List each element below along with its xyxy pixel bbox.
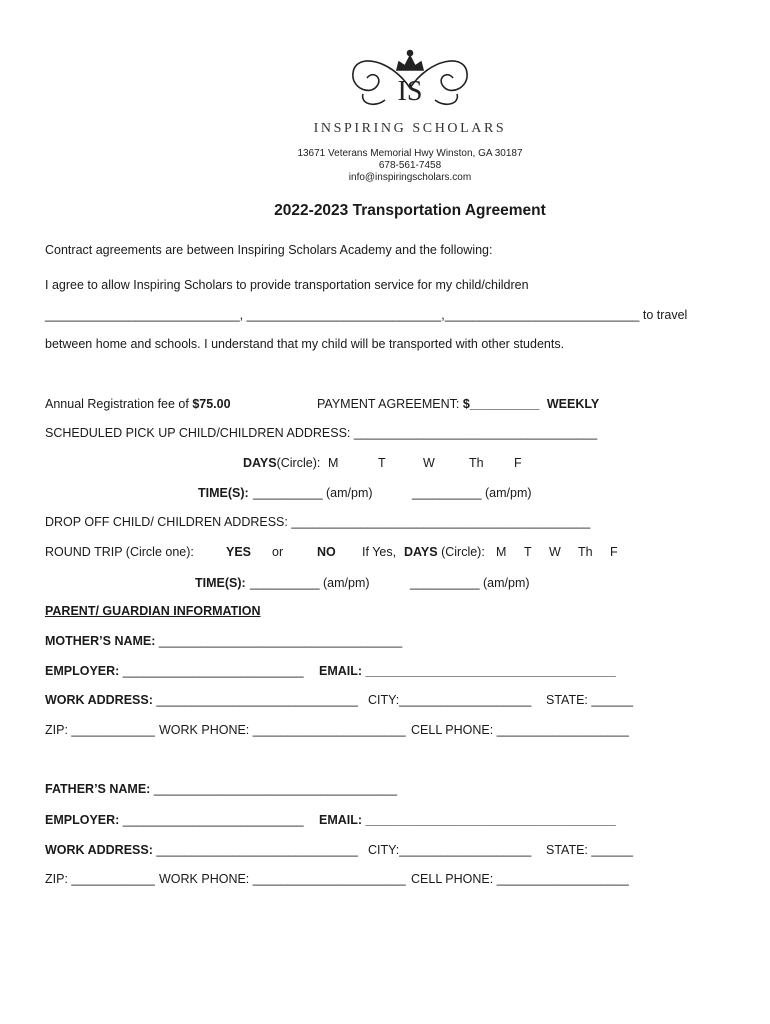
round-trip-if-yes: If Yes, — [362, 545, 397, 559]
pickup-days-circle-note: (Circle): — [276, 456, 321, 470]
mother-state-field[interactable]: ______ — [591, 693, 634, 707]
mother-cell-phone-field[interactable]: ___________________ — [496, 723, 629, 737]
father-email-row — [319, 813, 616, 827]
dropoff-day-th[interactable]: Th — [578, 545, 593, 559]
mother-state-row — [546, 693, 633, 707]
father-zip-field[interactable]: ____________ — [71, 872, 155, 886]
father-name-label: FATHER’S NAME: — [45, 782, 151, 796]
mother-email-field[interactable]: ____________________________________ — [365, 664, 616, 678]
father-state-label: STATE: — [546, 843, 588, 857]
dropoff-days-label — [404, 545, 485, 559]
father-zip-label: ZIP: — [45, 872, 68, 886]
mother-name-row — [45, 634, 402, 648]
father-work-address-label: WORK ADDRESS: — [45, 843, 153, 857]
mother-work-phone-field[interactable]: ______________________ — [252, 723, 406, 737]
mother-work-address-label: WORK ADDRESS: — [45, 693, 153, 707]
dropoff-time-1-field[interactable]: __________ (am/pm) — [250, 576, 370, 590]
father-city-field[interactable]: ___________________ — [399, 843, 532, 857]
mother-employer-label: EMPLOYER: — [45, 664, 120, 678]
father-employer-label: EMPLOYER: — [45, 813, 120, 827]
father-city-label: CITY: — [368, 843, 400, 857]
father-cell-phone-label: CELL PHONE: — [411, 872, 494, 886]
mother-cell-phone-row — [411, 723, 629, 737]
mother-email-label: EMAIL: — [319, 664, 363, 678]
father-name-row — [45, 782, 397, 796]
father-cell-phone-row — [411, 872, 629, 886]
mother-employer-field[interactable]: __________________________ — [122, 664, 304, 678]
pickup-times-label: TIME(S): — [198, 486, 249, 500]
mother-work-phone-label: WORK PHONE: — [159, 723, 250, 737]
pickup-day-f[interactable]: F — [514, 456, 522, 470]
father-zip-row — [45, 872, 155, 886]
mother-state-label: STATE: — [546, 693, 588, 707]
mother-zip-row — [45, 723, 155, 737]
father-employer-field[interactable]: __________________________ — [122, 813, 304, 827]
pickup-days-label — [243, 456, 320, 470]
intro-line-2: I agree to allow Inspiring Scholars to provide transportation service for my child/children — [45, 278, 529, 292]
father-email-label: EMAIL: — [319, 813, 363, 827]
dropoff-times-label: TIME(S): — [195, 576, 246, 590]
father-city-row — [368, 843, 531, 857]
pickup-days-heading: DAYS — [243, 456, 277, 470]
round-trip-no[interactable]: NO — [317, 545, 336, 559]
dropoff-day-t[interactable]: T — [524, 545, 532, 559]
pickup-address-field[interactable]: SCHEDULED PICK UP CHILD/CHILDREN ADDRESS: ___________________________________ — [45, 426, 598, 440]
pickup-day-th[interactable]: Th — [469, 456, 484, 470]
round-trip-label: ROUND TRIP (Circle one): — [45, 545, 194, 559]
org-address: 13671 Veterans Memorial Hwy Winston, GA 30187 — [297, 148, 523, 159]
mother-zip-label: ZIP: — [45, 723, 68, 737]
registration-fee-amount: $75.00 — [192, 397, 231, 411]
pickup-time-1-field[interactable]: __________ (am/pm) — [253, 486, 373, 500]
dropoff-day-m[interactable]: M — [496, 545, 507, 559]
mother-zip-field[interactable]: ____________ — [71, 723, 155, 737]
payment-agreement-label: PAYMENT AGREEMENT: — [317, 397, 463, 411]
father-work-phone-label: WORK PHONE: — [159, 872, 250, 886]
father-work-phone-field[interactable]: ______________________ — [252, 872, 406, 886]
dropoff-time-2-field[interactable]: __________ (am/pm) — [410, 576, 530, 590]
mother-work-phone-row — [159, 723, 406, 737]
pickup-day-w[interactable]: W — [423, 456, 435, 470]
mother-city-field[interactable]: ___________________ — [399, 693, 532, 707]
pickup-day-t[interactable]: T — [378, 456, 386, 470]
dropoff-day-f[interactable]: F — [610, 545, 618, 559]
payment-agreement — [317, 397, 599, 411]
mother-employer-row — [45, 664, 304, 678]
dropoff-address-field[interactable]: DROP OFF CHILD/ CHILDREN ADDRESS: ___________________________________________ — [45, 515, 591, 529]
child-names-blank[interactable]: ____________________________, ____________________________,____________________________ to travel — [45, 308, 688, 322]
intro-line-1: Contract agreements are between Inspiring Scholars Academy and the following: — [45, 243, 493, 257]
father-employer-row — [45, 813, 304, 827]
father-work-address-field[interactable]: _____________________________ — [156, 843, 358, 857]
org-email: info@inspiringscholars.com — [348, 172, 472, 183]
father-state-field[interactable]: ______ — [591, 843, 634, 857]
round-trip-yes[interactable]: YES — [226, 545, 252, 559]
pickup-time-2-field[interactable]: __________ (am/pm) — [412, 486, 532, 500]
mother-email-row — [319, 664, 616, 678]
father-state-row — [546, 843, 633, 857]
registration-fee — [45, 397, 231, 411]
round-trip-or: or — [272, 545, 284, 559]
mother-city-label: CITY: — [368, 693, 400, 707]
father-work-phone-row — [159, 872, 406, 886]
father-email-field[interactable]: ____________________________________ — [365, 813, 616, 827]
dropoff-days-heading: DAYS — [404, 545, 438, 559]
org-name: INSPIRING SCHOLARS — [313, 121, 507, 136]
mother-work-address-row — [45, 693, 358, 707]
pickup-day-m[interactable]: M — [328, 456, 339, 470]
dropoff-days-circle-note: (Circle): — [441, 545, 485, 559]
father-work-address-row — [45, 843, 358, 857]
payment-amount-field[interactable]: $__________ — [462, 397, 540, 411]
mother-name-field[interactable]: ___________________________________ — [158, 634, 403, 648]
father-cell-phone-field[interactable]: ___________________ — [496, 872, 629, 886]
mother-work-address-field[interactable]: _____________________________ — [156, 693, 358, 707]
mother-city-row — [368, 693, 531, 707]
registration-fee-label: Annual Registration fee of — [45, 397, 193, 411]
payment-frequency: WEEKLY — [546, 397, 600, 411]
parent-section-heading: PARENT/ GUARDIAN INFORMATION — [45, 604, 261, 618]
inspiring-scholars-logo — [345, 48, 475, 114]
dropoff-day-w[interactable]: W — [549, 545, 561, 559]
org-phone: 678-561-7458 — [378, 160, 442, 171]
page-title: 2022-2023 Transportation Agreement — [274, 202, 546, 219]
intro-line-3: between home and schools. I understand that my child will be transported with other students. — [45, 337, 565, 351]
mother-name-label: MOTHER’S NAME: — [45, 634, 156, 648]
mother-cell-phone-label: CELL PHONE: — [411, 723, 494, 737]
father-name-field[interactable]: ___________________________________ — [153, 782, 398, 796]
logo-monogram: IS — [397, 76, 423, 107]
